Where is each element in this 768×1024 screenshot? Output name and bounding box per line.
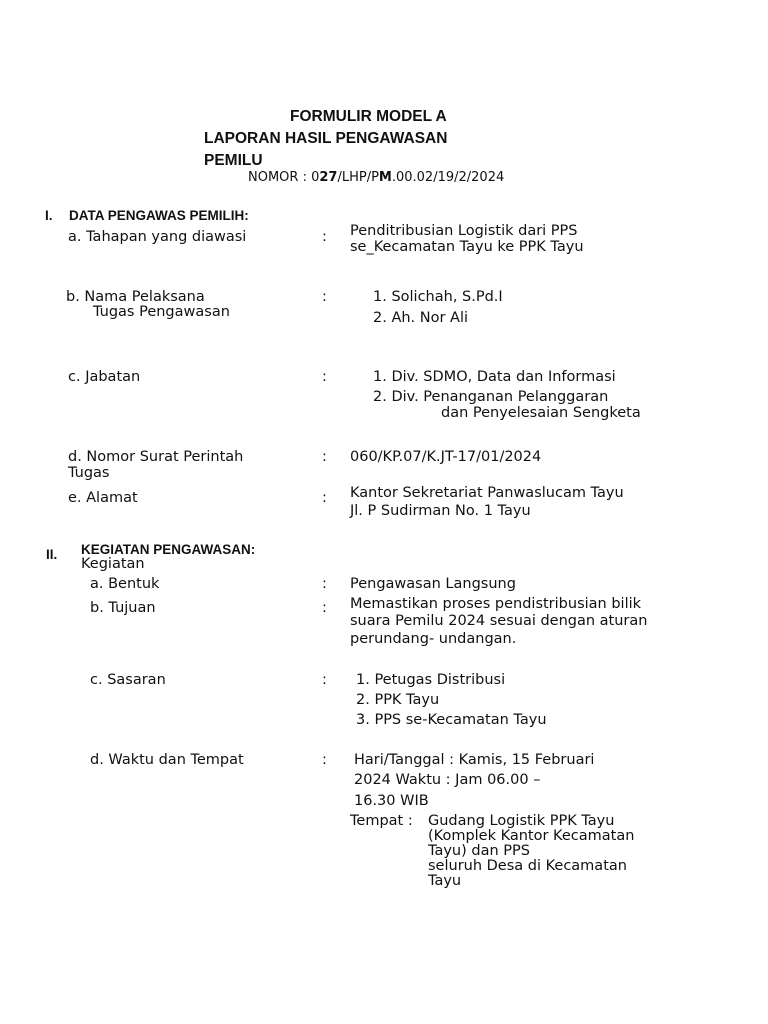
activity-d-tempat-line3: Tayu) dan PPS: [428, 843, 530, 859]
activity-b-value-line1: Memastikan proses pendistribusian bilik: [350, 596, 642, 612]
activity-b-value-line3: perundang- undangan.: [350, 631, 517, 647]
field-d-label-line2: Tugas: [68, 465, 110, 481]
section-2-number: II.: [46, 547, 58, 562]
field-a-value-line1: Penditribusian Logistik dari PPS: [350, 223, 578, 239]
activity-c-item-1: 1. Petugas Distribusi: [356, 672, 506, 688]
field-c-item-1: 1. Div. SDMO, Data dan Informasi: [373, 369, 616, 385]
field-e-value-line1: Kantor Sekretariat Panwaslucam Tayu: [350, 485, 624, 501]
field-c-item-2-cont: dan Penyelesaian Sengketa: [441, 405, 641, 421]
activity-a-colon: :: [322, 576, 327, 592]
activity-c-colon: :: [322, 672, 327, 688]
activity-c-item-2: 2. PPK Tayu: [356, 692, 440, 708]
field-c-item-2: 2. Div. Penanganan Pelanggaran: [373, 389, 609, 405]
activity-d-tempat-line1: Gudang Logistik PPK Tayu: [428, 813, 615, 829]
activity-d-tempat-line2: (Komplek Kantor Kecamatan: [428, 828, 635, 844]
field-c-colon: :: [322, 369, 327, 385]
activity-a-value: Pengawasan Langsung: [350, 576, 516, 592]
report-title-line1: LAPORAN HASIL PENGAWASAN: [204, 130, 448, 147]
field-b-colon: :: [322, 289, 327, 305]
field-d-label-line1: d. Nomor Surat Perintah: [68, 449, 244, 465]
activity-b-colon: :: [322, 600, 327, 616]
activity-d-line2: 2024 Waktu : Jam 06.00 –: [354, 772, 541, 788]
form-title: FORMULIR MODEL A: [290, 108, 447, 125]
field-a-colon: :: [322, 229, 327, 245]
field-c-label: c. Jabatan: [68, 369, 141, 385]
activity-c-label: c. Sasaran: [90, 672, 166, 688]
field-d-colon: :: [322, 449, 327, 465]
activity-d-tempat-line4: seluruh Desa di Kecamatan: [428, 858, 627, 874]
activity-d-tempat-label: Tempat :: [350, 813, 413, 829]
field-e-value-line2: Jl. P Sudirman No. 1 Tayu: [350, 503, 531, 519]
activity-d-tempat-line5: Tayu: [428, 873, 462, 889]
activity-a-label: a. Bentuk: [90, 576, 160, 592]
field-d-value: 060/KP.07/K.JT-17/01/2024: [350, 449, 542, 465]
activity-d-colon: :: [322, 752, 327, 768]
activity-b-value-line2: suara Pemilu 2024 sesuai dengan aturan: [350, 613, 648, 629]
field-e-label: e. Alamat: [68, 490, 138, 506]
activity-d-label: d. Waktu dan Tempat: [90, 752, 244, 768]
activity-b-label: b. Tujuan: [90, 600, 156, 616]
field-b-label-line1: b. Nama Pelaksana: [66, 289, 205, 305]
report-title-line2: PEMILU: [204, 152, 263, 169]
field-b-item-1: 1. Solichah, S.Pd.I: [373, 289, 503, 305]
field-b-item-2: 2. Ah. Nor Ali: [373, 310, 469, 326]
field-e-colon: :: [322, 490, 327, 506]
section-2-subtitle: Kegiatan: [81, 556, 145, 572]
section-2-title: KEGIATAN PENGAWASAN:: [81, 542, 256, 557]
field-a-label: a. Tahapan yang diawasi: [68, 229, 247, 245]
section-1-title: DATA PENGAWAS PEMILIH:: [69, 208, 249, 223]
report-number: NOMOR : 027/LHP/PM.00.02/19/2/2024: [248, 170, 505, 185]
activity-d-line3: 16.30 WIB: [354, 793, 429, 809]
activity-c-item-3: 3. PPS se-Kecamatan Tayu: [356, 712, 547, 728]
field-a-value-line2: se_Kecamatan Tayu ke PPK Tayu: [350, 239, 584, 255]
section-1-number: I.: [45, 208, 53, 223]
field-b-label-line2: Tugas Pengawasan: [93, 304, 230, 320]
activity-d-line1: Hari/Tanggal : Kamis, 15 Februari: [354, 752, 595, 768]
